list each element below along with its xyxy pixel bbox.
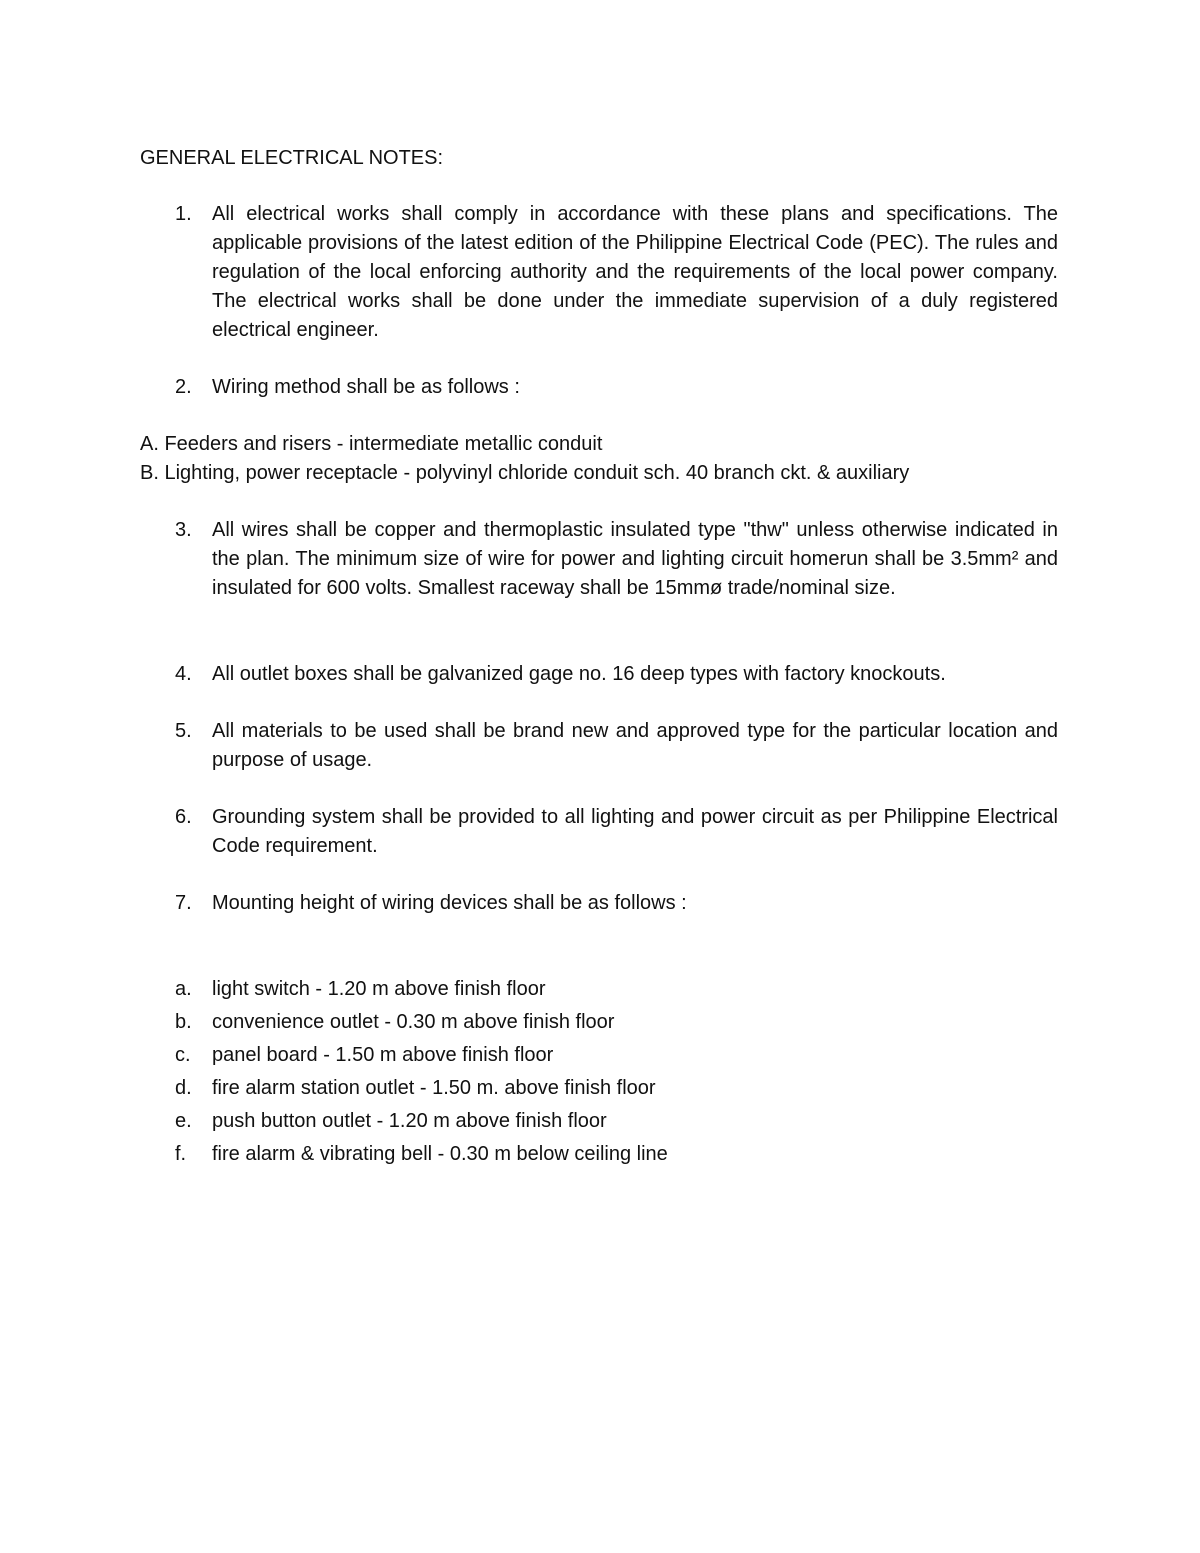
mounting-height-item <box>140 1074 656 1103</box>
mounting-height-letter: f. <box>175 1143 187 1165</box>
mounting-height-item <box>140 1041 553 1070</box>
note-item <box>140 516 1058 603</box>
wiring-method-a: A. Feeders and risers - intermediate metallic conduit <box>140 433 603 455</box>
note-number: 3. <box>175 519 192 541</box>
note-text: Grounding system shall be provided to all lighting and power circuit as per Philippine Electrical Code requirement. <box>212 806 1058 857</box>
mounting-height-letter: e. <box>175 1110 192 1132</box>
mounting-height-letter: d. <box>175 1077 192 1099</box>
note-number: 2. <box>175 376 192 398</box>
mounting-height-letter: a. <box>175 978 192 1000</box>
note-number: 7. <box>175 892 192 914</box>
note-item <box>140 200 1058 345</box>
note-text: All electrical works shall comply in accordance with these plans and specifications. The applicable provisions of the latest edition of the Philippine Electrical Code (PEC). The rules and regulation of the local enforcing authority and the requirements of the local power company. The electrical works shall be done under the immediate supervision of a duly registered electrical engineer. <box>212 203 1058 341</box>
note-item <box>140 803 1058 861</box>
note-item <box>140 717 1058 775</box>
note-number: 5. <box>175 720 192 742</box>
mounting-height-letter: c. <box>175 1044 191 1066</box>
note-text: All outlet boxes shall be galvanized gage no. 16 deep types with factory knockouts. <box>212 663 946 685</box>
mounting-height-text: light switch - 1.20 m above finish floor <box>212 978 546 1000</box>
note-item <box>140 660 1058 689</box>
note-text: Wiring method shall be as follows : <box>212 376 520 398</box>
wiring-method-b: B. Lighting, power receptacle - polyvinyl chloride conduit sch. 40 branch ckt. & auxiliary <box>140 462 910 484</box>
note-number: 4. <box>175 663 192 685</box>
mounting-height-item <box>140 1008 614 1037</box>
note-number: 1. <box>175 203 192 225</box>
document-title: GENERAL ELECTRICAL NOTES: <box>140 147 444 169</box>
note-item <box>140 889 1058 918</box>
mounting-height-text: push button outlet - 1.20 m above finish floor <box>212 1110 607 1132</box>
mounting-height-text: fire alarm & vibrating bell - 0.30 m below ceiling line <box>212 1143 668 1165</box>
mounting-height-letter: b. <box>175 1011 192 1033</box>
note-text: All materials to be used shall be brand new and approved type for the particular location and purpose of usage. <box>212 720 1058 771</box>
mounting-height-item <box>140 1107 607 1136</box>
mounting-height-item <box>140 975 546 1004</box>
mounting-height-text: convenience outlet - 0.30 m above finish floor <box>212 1011 615 1033</box>
note-text: All wires shall be copper and thermoplastic insulated type "thw" unless otherwise indicated in the plan. The minimum size of wire for power and lighting circuit homerun shall be 3.5mm² and insulated for 600 volts. Smallest raceway shall be 15mmø trade/nominal size. <box>212 519 1058 599</box>
note-number: 6. <box>175 806 192 828</box>
note-item <box>140 373 1058 402</box>
mounting-height-item <box>140 1140 668 1169</box>
mounting-height-text: fire alarm station outlet - 1.50 m. above finish floor <box>212 1077 656 1099</box>
note-text: Mounting height of wiring devices shall be as follows : <box>212 892 687 914</box>
mounting-height-text: panel board - 1.50 m above finish floor <box>212 1044 554 1066</box>
